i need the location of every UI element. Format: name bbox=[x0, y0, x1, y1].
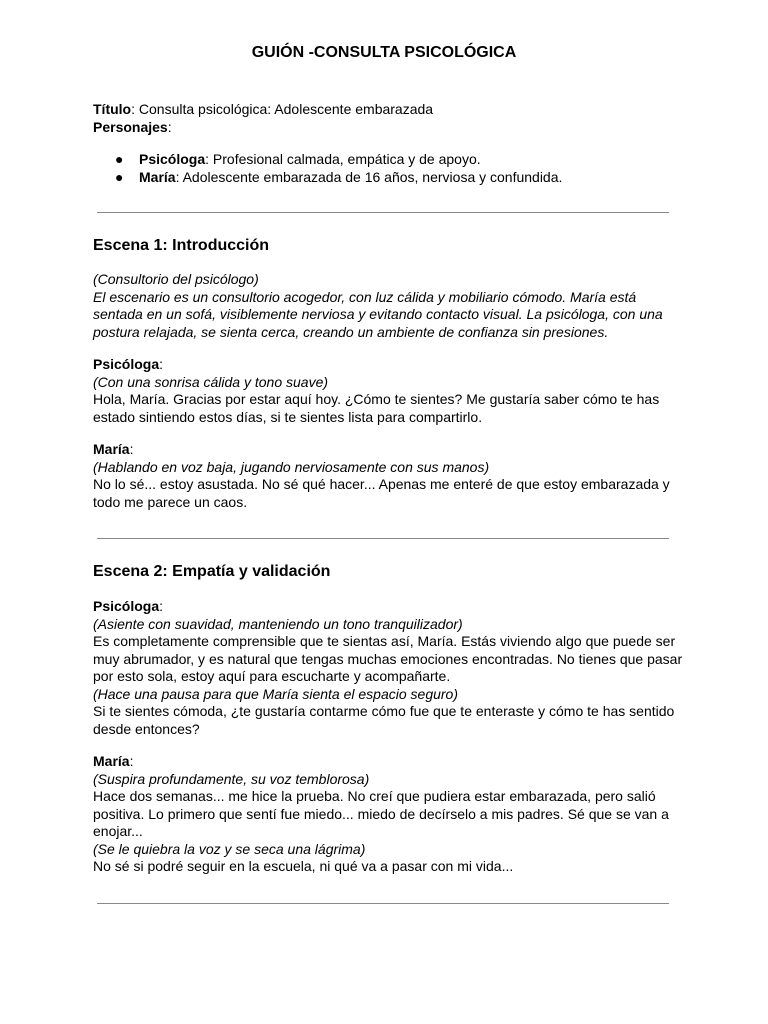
dialogue-block bbox=[93, 356, 683, 426]
stage-direction: (Se le quiebra la voz y se seca una lágrima) bbox=[93, 840, 366, 857]
speaker-name: Psicóloga bbox=[93, 356, 160, 372]
character-name: María bbox=[139, 168, 176, 185]
stage-direction: (Consultorio del psicólogo) bbox=[93, 271, 259, 287]
stage-direction: (Suspira profundamente, su voz temblorosa) bbox=[93, 770, 370, 787]
speaker-line: María: bbox=[93, 753, 134, 769]
speaker-name: María bbox=[93, 753, 130, 769]
character-item bbox=[115, 169, 695, 187]
speaker-line: Psicóloga: bbox=[93, 356, 164, 372]
script-metadata bbox=[93, 101, 683, 136]
horizontal-divider bbox=[97, 538, 669, 539]
dialogue-block bbox=[93, 598, 683, 738]
dialogue-text: Es completamente comprensible que te sientas así, María. Estás viviendo algo que puede ser muy abrumador, y es natural que tengas muchas emociones encontradas. No tienes que pasar por esto sola, estoy aquí para escucharte y acompañarte. bbox=[93, 633, 683, 684]
character-list bbox=[115, 151, 695, 186]
stage-direction: (Hablando en voz baja, jugando nerviosamente con sus manos) bbox=[93, 458, 490, 475]
dialogue-text: No lo sé... estoy asustada. No sé qué hacer... Apenas me enteré de que estoy embarazada y todo me parece un caos. bbox=[93, 476, 670, 510]
dialogue-text: Hace dos semanas... me hice la prueba. No creí que pudiera estar embarazada, pero salió positiva. Lo primero que sentí fue miedo... miedo de decírselo a mis padres. Sé que se van a enojar... bbox=[93, 788, 669, 839]
speaker-name: Psicóloga bbox=[93, 598, 160, 614]
dialogue-block bbox=[93, 753, 683, 876]
bullet-icon: ● bbox=[115, 151, 124, 167]
document-title: GUIÓN -CONSULTA PSICOLÓGICA bbox=[251, 44, 517, 61]
title-value: : Consulta psicológica: Adolescente embarazada bbox=[131, 101, 434, 117]
horizontal-divider bbox=[97, 212, 669, 213]
characters-line: Personajes: bbox=[93, 118, 172, 135]
speaker-line: María: bbox=[93, 441, 134, 457]
speaker-name: María bbox=[93, 441, 130, 457]
dialogue-text: No sé si podré seguir en la escuela, ni qué va a pasar con mi vida... bbox=[93, 858, 514, 874]
character-item bbox=[115, 151, 695, 169]
scene-1-heading: Escena 1: Introducción bbox=[93, 237, 270, 254]
scene-1-setting bbox=[93, 271, 683, 341]
dialogue-block bbox=[93, 441, 683, 511]
horizontal-divider bbox=[97, 903, 669, 904]
title-label: Título bbox=[93, 101, 132, 117]
character-name: Psicóloga bbox=[139, 151, 206, 167]
scene-2-heading: Escena 2: Empatía y validación bbox=[93, 563, 331, 580]
bullet-icon: ● bbox=[115, 168, 124, 185]
character-desc: : Profesional calmada, empática y de apoyo. bbox=[205, 151, 481, 167]
character-desc: : Adolescente embarazada de 16 años, nerviosa y confundida. bbox=[175, 168, 563, 185]
stage-direction: (Con una sonrisa cálida y tono suave) bbox=[93, 373, 329, 390]
title-line bbox=[93, 101, 683, 119]
setting-description: El escenario es un consultorio acogedor, con luz cálida y mobiliario cómodo. María está sentada en un sofá, visiblemente nerviosa y evitando contacto visual. La psicóloga, con una postura relajada, se sienta cerca, creando un ambiente de confianza sin presiones. bbox=[93, 288, 663, 340]
stage-direction: (Hace una pausa para que María sienta el espacio seguro) bbox=[93, 685, 458, 702]
characters-label: Personajes bbox=[93, 118, 168, 135]
dialogue-text: Hola, María. Gracias por estar aquí hoy. ¿Cómo te sientes? Me gustaría saber cómo te has estado sintiendo estos días, si te sientes lista para compartirlo. bbox=[93, 391, 660, 425]
stage-direction: (Asiente con suavidad, manteniendo un tono tranquilizador) bbox=[93, 615, 463, 632]
speaker-line: Psicóloga: bbox=[93, 598, 164, 614]
dialogue-text: Si te sientes cómoda, ¿te gustaría contarme cómo fue que te enteraste y cómo te has sentido desde entonces? bbox=[93, 703, 675, 737]
